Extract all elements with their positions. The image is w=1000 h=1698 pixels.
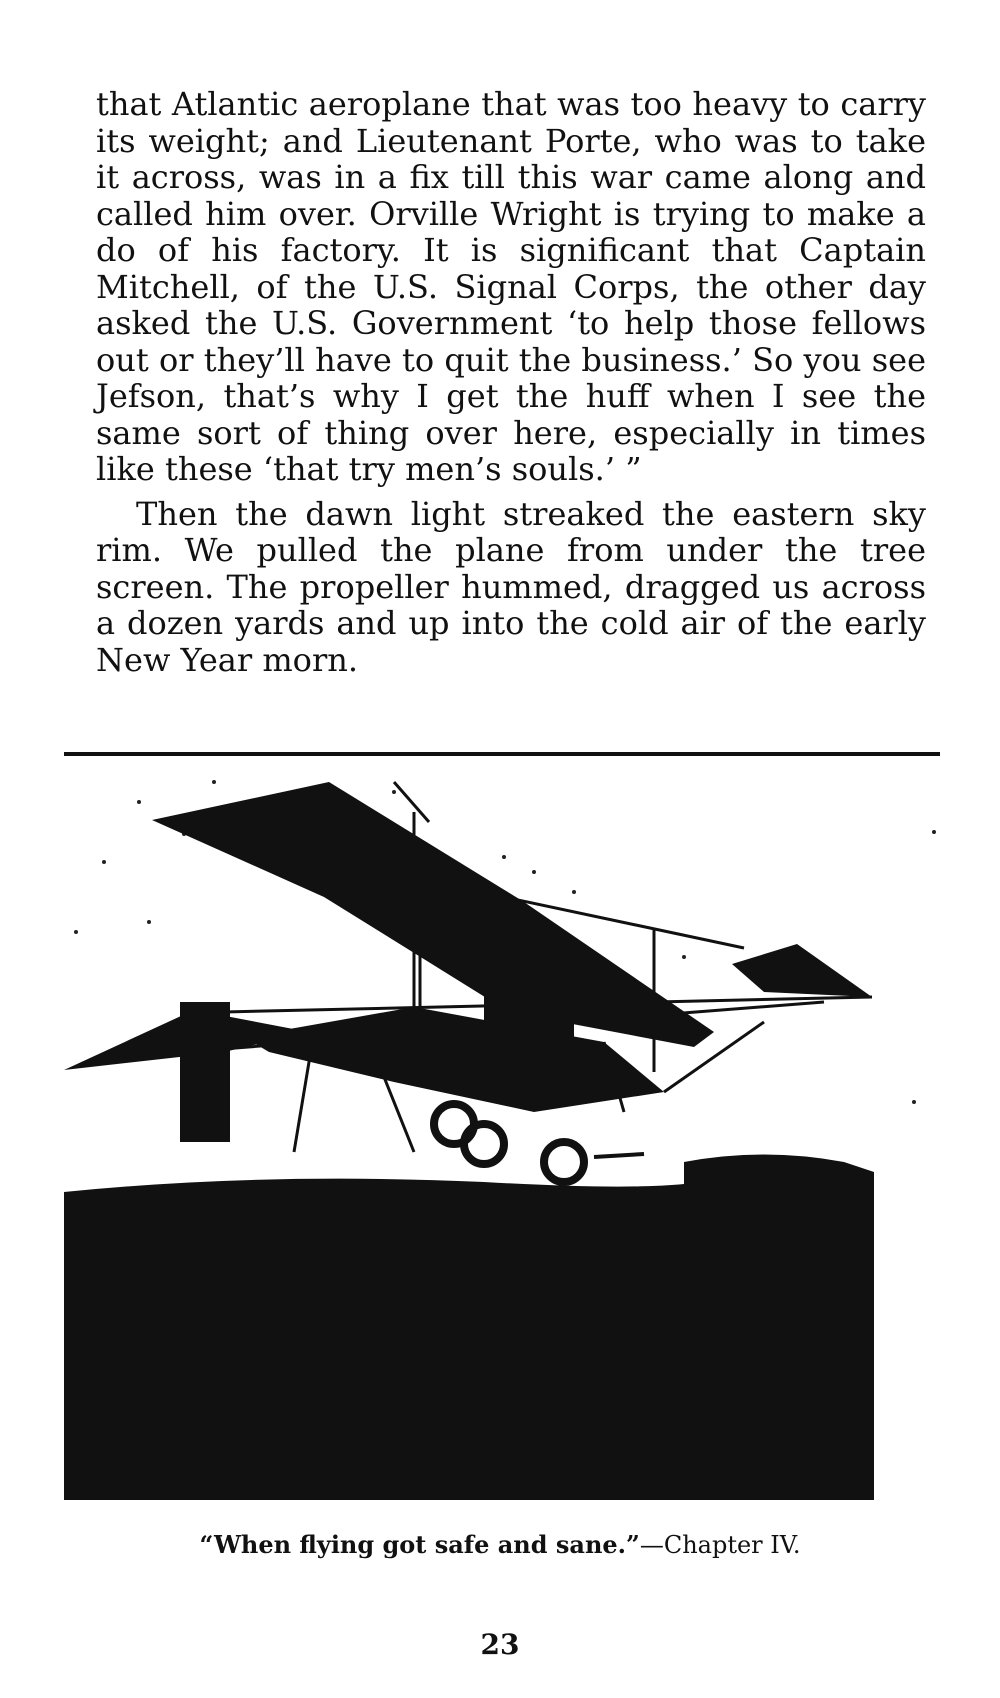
caption-quote: “When flying got safe and sane.” bbox=[199, 1530, 640, 1559]
pilot-seat bbox=[484, 992, 574, 1052]
figure-caption bbox=[0, 1530, 1000, 1559]
page-number: 23 bbox=[480, 1628, 520, 1661]
paragraph-1: that Atlantic aeroplane that was too heavy to carry its weight; and Lieutenant Porte, who was to take it across, was in a fix till this war came along and called him over. Orville Wright is trying to make a do of his factory. It is significant that Captain Mitchell, of the U.S. Signal Corps, the other day asked the U.S. Government ‘to help those fellows out or they’ll have to quit the business.’ So you see Jefson, that’s why I get the huff when I see the same sort of thing over here, especially in times like these ‘that try men’s souls.’ ” bbox=[96, 85, 926, 488]
biplane-illustration bbox=[64, 752, 952, 1500]
caption-source: —Chapter IV. bbox=[639, 1531, 801, 1559]
biplane-photo bbox=[64, 752, 952, 1500]
body-text bbox=[96, 86, 926, 678]
front-rudder bbox=[180, 1002, 230, 1142]
paragraph-2: Then the dawn light streaked the eastern sky rim. We pulled the plane from under the tree screen. The propeller hummed, dragged us across a dozen yards and up into the cold air of the early New Year morn. bbox=[96, 494, 926, 679]
